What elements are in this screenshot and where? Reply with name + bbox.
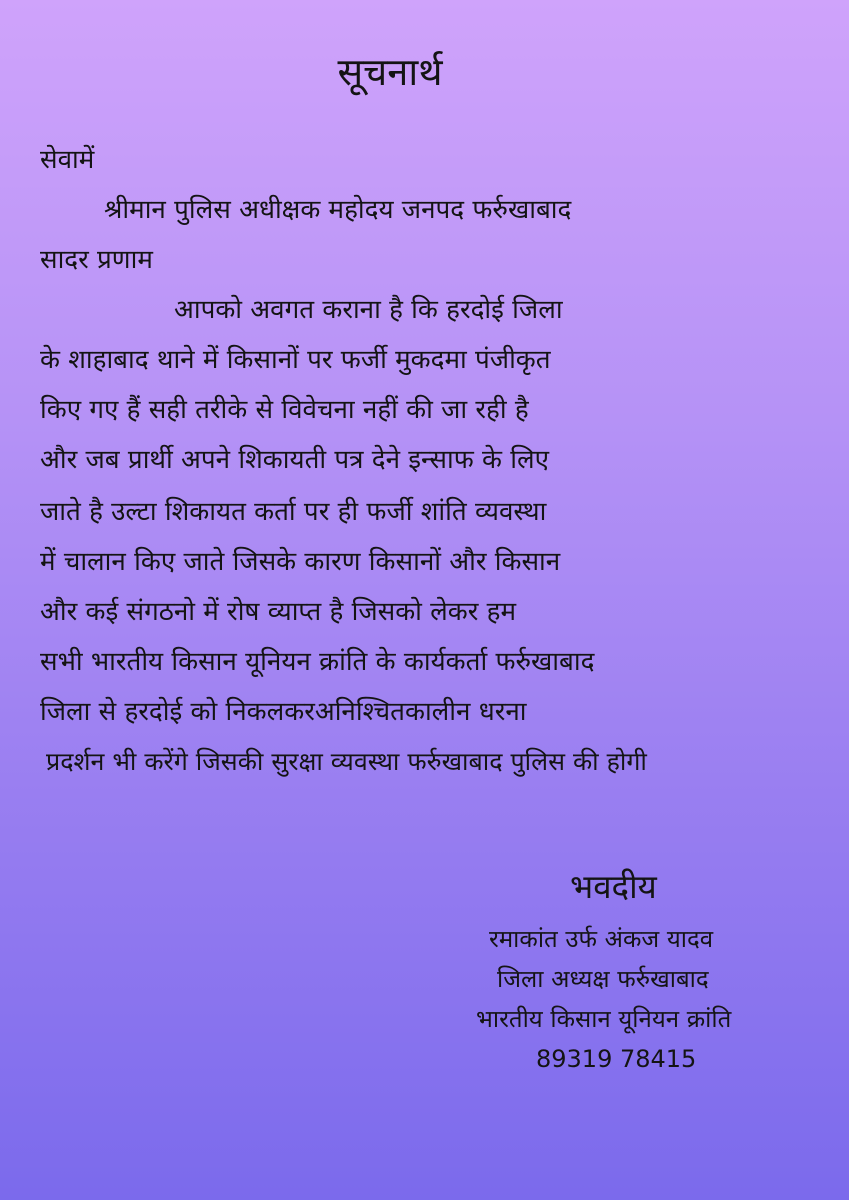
phone-number: 89319 78415 [536,1045,697,1073]
addressee: श्रीमान पुलिस अधीक्षक महोदय जनपद फर्रुखाबाद [104,195,572,225]
body-line: में चालान किए जाते जिसके कारण किसानों और किसान [40,547,561,577]
notice-title: सूचनार्थ [337,50,443,94]
salutation: सेवामें [40,145,95,175]
closing: भवदीय [570,867,657,906]
body-line: जिला से हरदोई को निकलकरअनिश्चितकालीन धरना [40,697,527,727]
signatory-designation: जिला अध्यक्ष फर्रुखाबाद [497,965,709,993]
signatory-name: रमाकांत उर्फ अंकज यादव [489,925,714,953]
body-line: जाते है उल्टा शिकायत कर्ता पर ही फर्जी शांति व्यवस्था [40,497,547,527]
body-line: प्रदर्शन भी करेंगे जिसकी सुरक्षा व्यवस्था फर्रुखाबाद पुलिस की होगी [46,747,647,776]
body-line: किए गए हैं सही तरीके से विवेचना नहीं की जा रही है [40,395,529,425]
organization-name: भारतीय किसान यूनियन क्रांति [476,1005,732,1033]
body-line: सभी भारतीय किसान यूनियन क्रांति के कार्यकर्ता फर्रुखाबाद [40,647,595,677]
body-line: और जब प्रार्थी अपने शिकायती पत्र देने इन्साफ के लिए [40,445,549,475]
body-line: के शाहाबाद थाने में किसानों पर फर्जी मुकदमा पंजीकृत [40,345,551,375]
body-line: और कई संगठनो में रोष व्याप्त है जिसको लेकर हम [40,597,517,627]
greeting: सादर प्रणाम [40,245,153,275]
body-line: आपको अवगत कराना है कि हरदोई जिला [174,295,563,325]
